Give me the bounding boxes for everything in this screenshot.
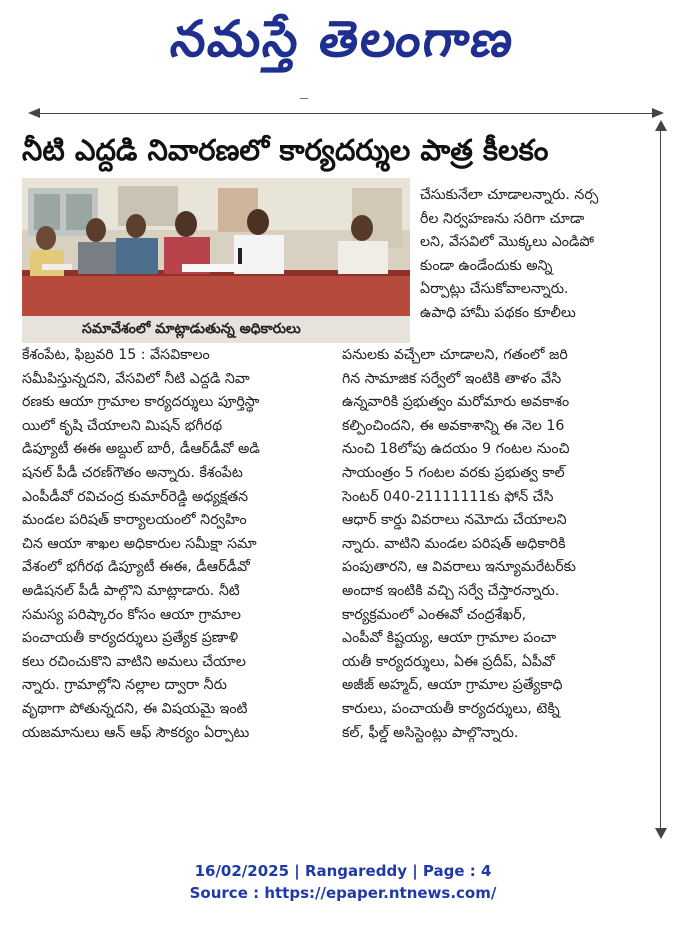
text-line: కుండా ఉండేందుకు అన్ని	[420, 257, 553, 274]
footer-source-link[interactable]: Source : https://epaper.ntnews.com/	[189, 884, 497, 902]
text-line: వృథాగా పోతున్నదని, ఈ విషయమై ఇంటి	[22, 700, 248, 717]
text-line: మండల పరిషత్ కార్యాలయంలో నిర్వహిం	[22, 512, 247, 529]
text-line: ఎంపీడీవో రవిచంద్ర కుమార్‌రెడ్డి అధ్యక్షతన	[22, 488, 249, 505]
text-line: కల్పించిందని, ఈ అవకాశాన్ని ఈ నెల 16	[342, 417, 565, 434]
text-line: ఏర్పాట్లు చేసుకోవాలన్నారు.	[420, 281, 569, 298]
horizontal-rule	[40, 113, 652, 114]
text-line: సెంటర్ 040-21111111కు ఫోన్ చేసి	[342, 488, 554, 505]
article-headline: నీటి ఎద్దడి నివారణలో కార్యదర్శుల పాత్ర కీలకం	[22, 133, 549, 167]
text-line: యిలో కృషి చేయాలని మిషన్ భగీరథ	[22, 417, 223, 434]
text-line: అజీజ్ అహ్మద్, ఆయా గ్రామాల ప్రత్యేకాధి	[342, 677, 563, 694]
meeting-photo	[22, 178, 410, 316]
masthead-dash	[300, 98, 308, 99]
text-line: నుంచి 18లోపు ఉదయం 9 గంటల నుంచి	[342, 441, 570, 458]
newspaper-masthead: నమస్తే తెలంగాణ	[167, 9, 519, 68]
text-line: కేశంపేట, ఫిబ్రవరి 15 : వేసవికాలం	[22, 347, 210, 363]
photo-caption: సమావేశంలో మాట్లాడుతున్న అధికారులు	[22, 316, 410, 343]
arrow-right-icon	[652, 108, 664, 118]
text-line: చేసుకునేలా చూడాలన్నారు. నర్స	[420, 187, 599, 203]
text-line: న్నారు. గ్రామాల్లోని నల్లాల ద్వారా నీరు	[22, 677, 227, 694]
text-line: సమస్య పరిష్కారం కోసం ఆయా గ్రామాల	[22, 606, 241, 623]
article-column-right	[342, 344, 652, 745]
article-column-left	[22, 344, 332, 745]
text-line: ఎంపీవో కిష్టయ్య, ఆయా గ్రామాల పంచా	[342, 630, 557, 647]
text-line: రణకు ఆయా గ్రామాల కార్యదర్శులు పూర్తిస్థా	[22, 394, 260, 411]
text-line: యతీ కార్యదర్శులు, ఏఈ ప్రదీప్, ఏపీవో	[342, 653, 555, 670]
text-line: రీల నిర్వహణను సరిగా చూడా	[420, 210, 585, 227]
text-line: లని, వేసవిలో మొక్కలు ఎండిపో	[420, 234, 594, 251]
text-line: కలు రచించుకొని వాటిని అమలు చేయాల	[22, 653, 246, 670]
text-line: సమీపిస్తున్నదని, వేసవిలో నీటి ఎద్దడి నివా	[22, 370, 250, 387]
text-line: ఉపాధి హామీ పథకం కూలీలు	[420, 304, 576, 321]
text-line: షనల్ పీడీ చరణ్‌గౌతం అన్నారు. కేశంపేట	[22, 464, 243, 481]
text-line: సాయంత్రం 5 గంటల వరకు ప్రభుత్వ కాల్	[342, 464, 565, 481]
text-line: అడిషనల్ పీడీ పాల్గొని మాట్లాడారు. నీటి	[22, 582, 240, 599]
text-line: కల్, ఫీల్డ్ అసిస్టెంట్లు పాల్గొన్నారు.	[342, 724, 519, 741]
text-line: వేశంలో భగీరథ డిప్యూటీ ఈఈ, డీఆర్‌డీవో	[22, 559, 250, 576]
text-line: కార్యక్రమంలో ఎంఈవో చంద్రశేఖర్,	[342, 606, 527, 623]
text-line: గిన సామాజిక సర్వేలో ఇంటికి తాళం వేసి	[342, 370, 562, 387]
article-column-right-top	[420, 184, 652, 326]
arrow-down-icon	[655, 828, 667, 839]
footer-date-edition-page: 16/02/2025 | Rangareddy | Page : 4	[194, 862, 492, 880]
text-line: చిన ఆయా శాఖల అధికారుల సమీక్షా సమా	[22, 535, 257, 552]
text-line: పంచాయతీ కార్యదర్శులు ప్రత్యేక ప్రణాళి	[22, 630, 239, 647]
text-line: ఉన్నవారికి ప్రభుత్వం మరోమారు అవకాశం	[342, 394, 570, 411]
vertical-rule	[660, 125, 661, 833]
text-line: న్నారు. వాటిని మండల పరిషత్ అధికారికి	[342, 535, 566, 552]
text-line: యజమానులు ఆన్ ఆఫ్ సౌకర్యం ఏర్పాటు	[22, 724, 250, 741]
text-line: ఆధార్ కార్డు వివరాలు నమోదు చేయాలని	[342, 512, 567, 529]
text-line: డిప్యూటీ ఈఈ అబ్దుల్ బారీ, డీఆర్‌డీవో అడి	[22, 441, 260, 458]
text-line: పంపుతారని, ఆ వివరాలు ఇన్యూమరేటర్‌కు	[342, 559, 576, 576]
arrow-left-icon	[28, 108, 40, 118]
arrow-up-icon	[655, 120, 667, 131]
text-line: అందాక ఇంటికి వచ్చి సర్వే చేస్తారన్నారు.	[342, 582, 560, 599]
text-line: పనులకు వచ్చేలా చూడాలని, గతంలో జరి	[342, 347, 568, 363]
text-line: కారులు, పంచాయతీ కార్యదర్శులు, టెక్ని	[342, 700, 560, 717]
